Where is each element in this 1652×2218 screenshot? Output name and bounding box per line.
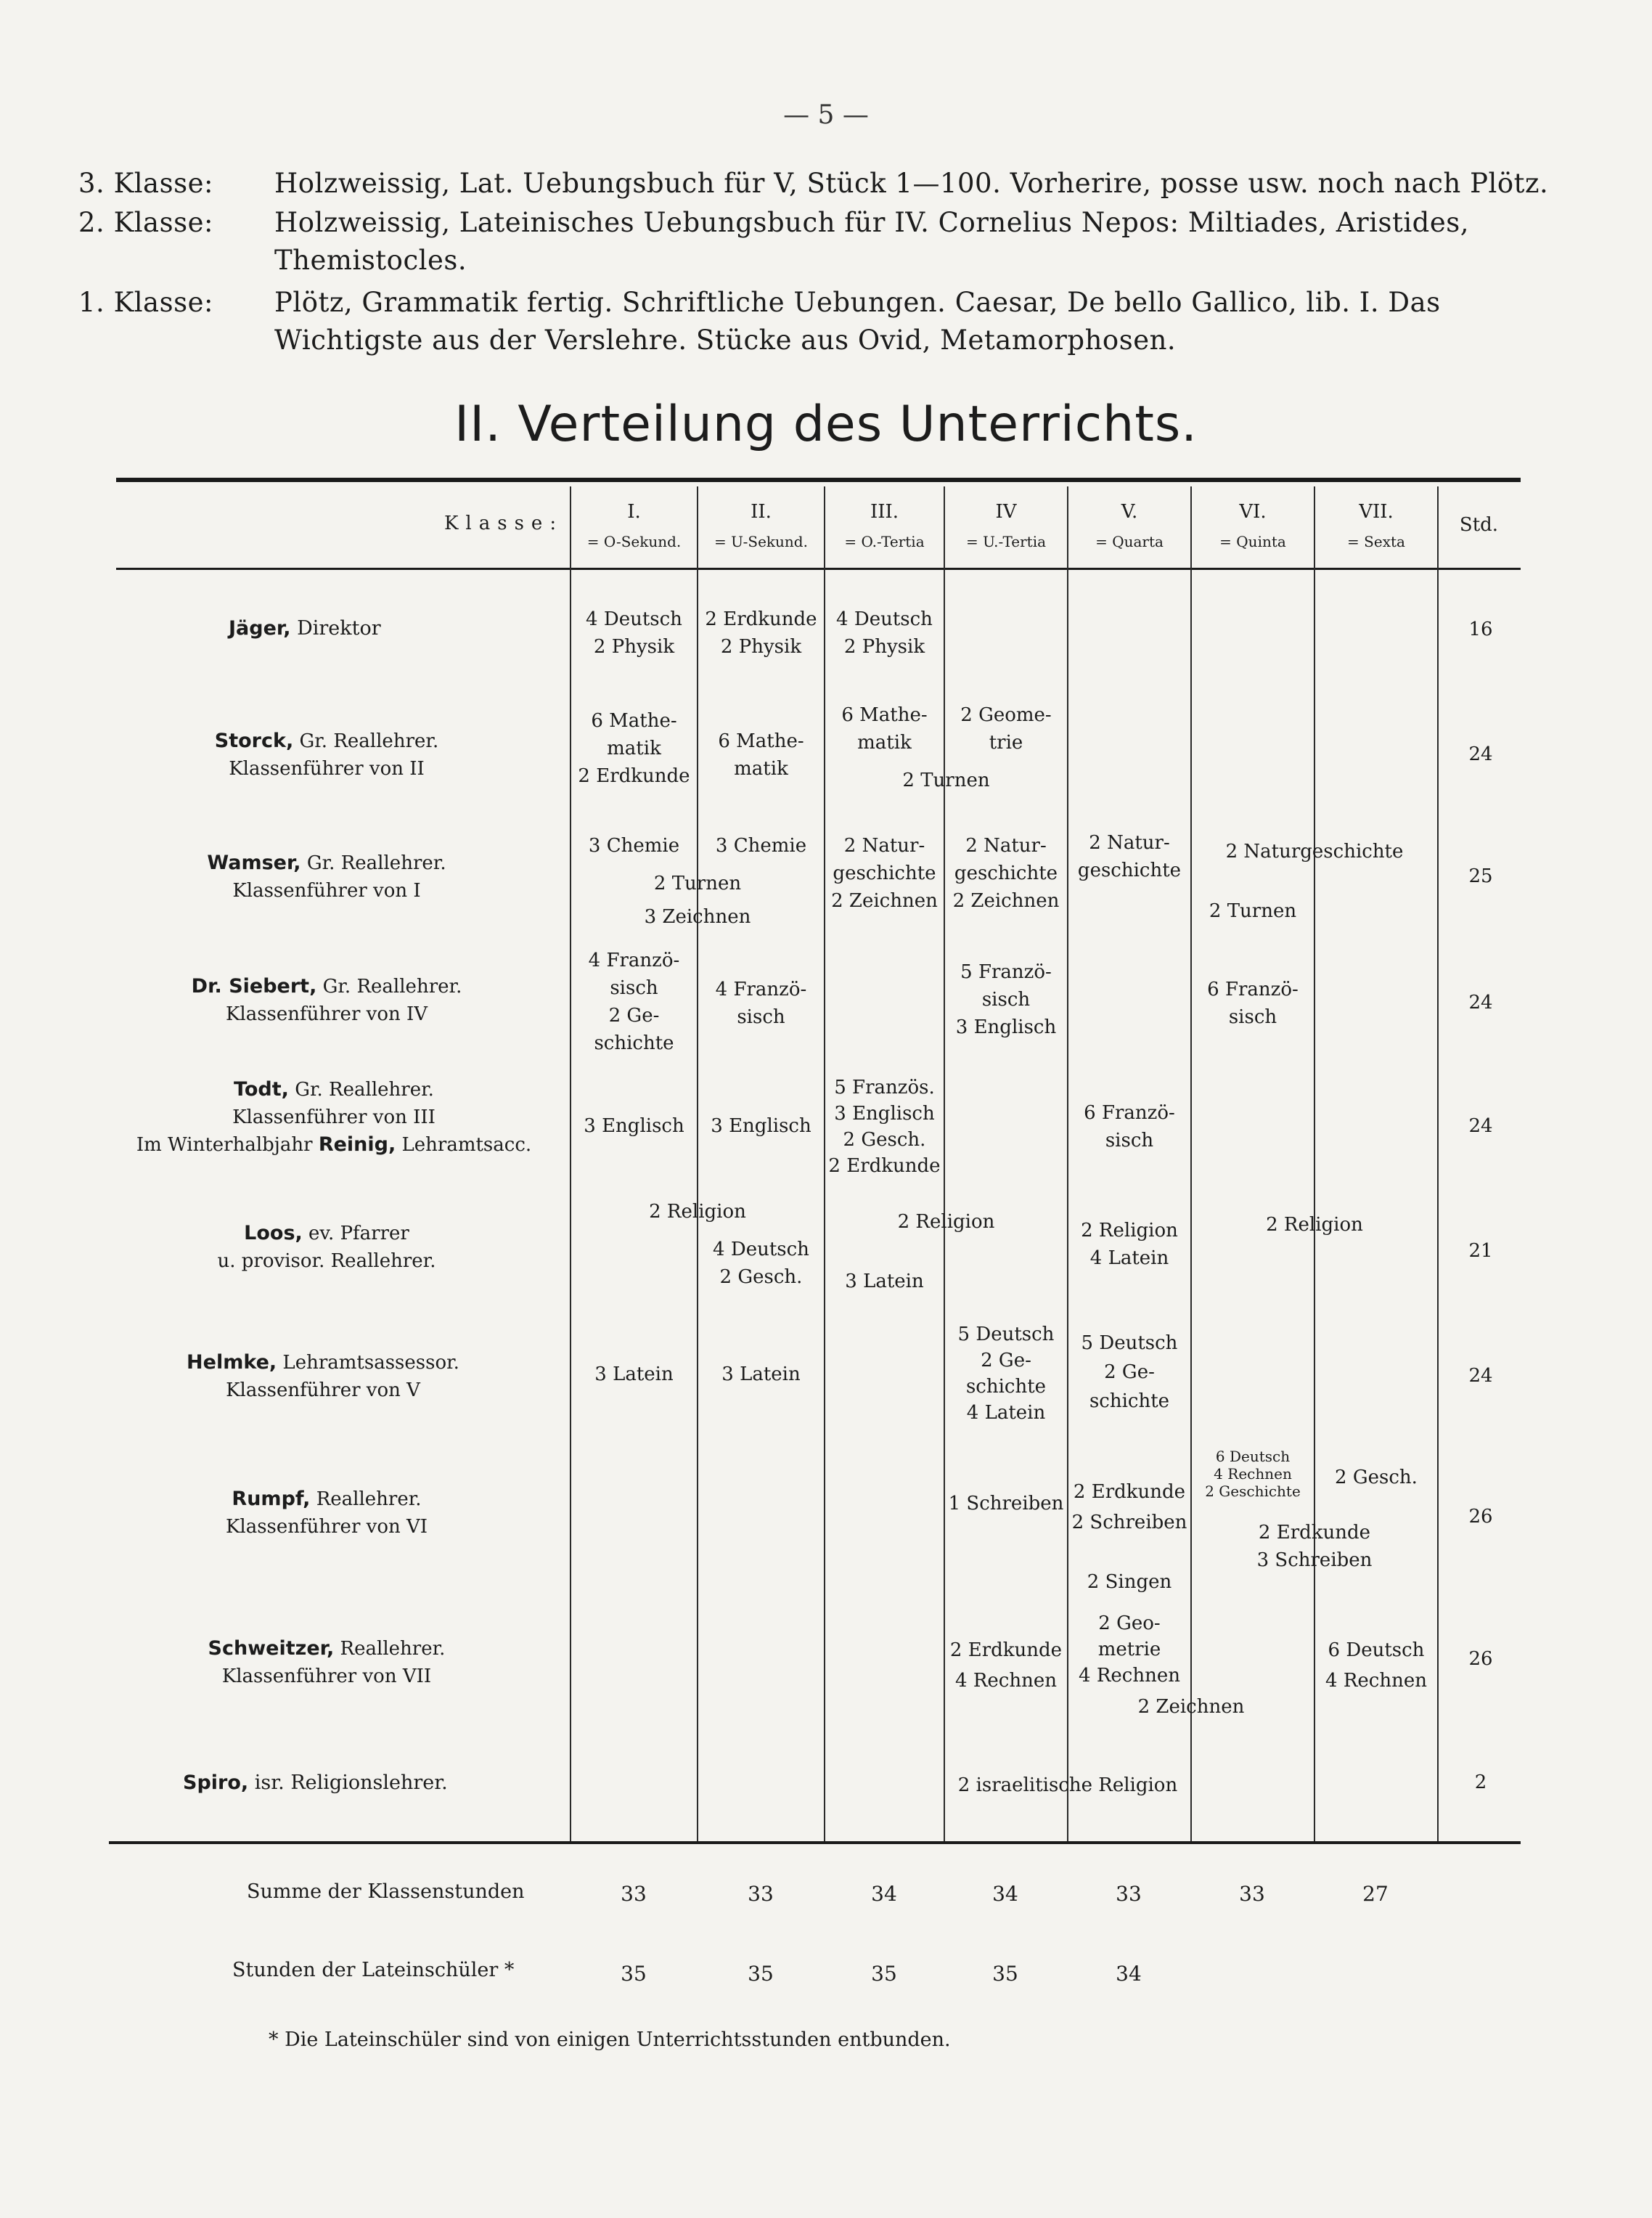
cell-siebert-1: 4 Franzö- sisch 2 Ge- schichte	[588, 950, 680, 1054]
header-col-7-sub: = Sexta	[1347, 533, 1405, 550]
teacher-row-siebert	[174, 973, 479, 1028]
teacher-role-2: Lehramtsacc.	[401, 1134, 532, 1156]
teacher-class: Klassenführer von IV	[225, 1003, 428, 1025]
cell-siebert-2: 4 Franzö- sisch	[715, 979, 807, 1028]
teacher-class: u. provisor. Reallehrer.	[217, 1250, 436, 1272]
intro-text-1-cont: Wichtigste aus der Verslehre. Stücke aus Ovid, Metamorphosen.	[274, 325, 1177, 356]
cell-helmke-2: 3 Latein	[721, 1363, 801, 1385]
cell-rumpf-5-singen: 2 Singen	[1087, 1571, 1172, 1593]
teacher-name-2: Reinig,	[318, 1133, 396, 1156]
footnote: * Die Lateinschüler sind von einigen Unterrichtsstunden entbunden.	[269, 2029, 951, 2051]
teacher-name: Schweitzer,	[208, 1637, 335, 1660]
cell-storck-2: 6 Mathe- matik	[718, 730, 804, 780]
teacher-name: Storck,	[214, 730, 294, 752]
sum-value: 33	[1116, 1882, 1142, 1906]
sum-value: 35	[748, 1962, 774, 1986]
teacher-row-storck	[174, 727, 479, 783]
teacher-row-loos	[145, 1220, 508, 1275]
teacher-role: Reallehrer.	[316, 1488, 422, 1510]
cell-storck-1: 6 Mathe- matik 2 Erdkunde	[578, 710, 690, 787]
cell-rumpf-7: 2 Gesch.	[1335, 1467, 1418, 1488]
cell-loos-3-4: 2 Religion	[897, 1211, 995, 1233]
header-col-1-sub: = O-Sekund.	[586, 533, 682, 550]
cell-wamser-1: 3 Chemie	[588, 835, 680, 857]
sum-value: 33	[1239, 1882, 1265, 1906]
std-helmke: 24	[1468, 1365, 1493, 1387]
header-col-2: II.	[751, 501, 772, 523]
teacher-class: Klassenführer von I	[232, 880, 421, 902]
intro-label-3: 3. Klasse:	[78, 168, 213, 199]
teacher-note: Im Winterhalbjahr	[136, 1134, 313, 1156]
cell-spiro-religion: 2 israelitische Religion	[957, 1774, 1178, 1796]
teacher-class: Klassenführer von VII	[221, 1665, 432, 1687]
sum-value: 34	[1116, 1962, 1142, 1986]
sum-value: 34	[992, 1882, 1018, 1906]
teacher-name: Todt,	[234, 1078, 289, 1101]
sum-value: 33	[621, 1882, 647, 1906]
teacher-row-spiro	[183, 1771, 448, 1794]
std-jaeger: 16	[1468, 619, 1493, 640]
teacher-role: isr. Religionslehrer.	[254, 1771, 448, 1794]
intro-text-1: Plötz, Grammatik fertig. Schriftliche Uebungen. Caesar, De bello Gallico, lib. I. Das	[274, 287, 1441, 318]
teacher-name: Dr. Siebert,	[191, 975, 317, 998]
page-number: — 5 —	[783, 100, 869, 130]
cell-jaeger-3: 4 Deutsch 2 Physik	[836, 608, 933, 658]
teacher-row-helmke	[160, 1349, 486, 1404]
teacher-name: Wamser,	[207, 852, 301, 874]
std-rumpf: 26	[1468, 1506, 1493, 1528]
teacher-role: Lehramtsassessor.	[282, 1352, 459, 1374]
col-divider-2	[697, 486, 698, 1841]
teacher-name: Rumpf,	[232, 1488, 311, 1510]
std-spiro: 2	[1474, 1771, 1487, 1793]
intro-text-3: Holzweissig, Lat. Uebungsbuch für V, Stück 1—100. Vorherire, posse usw. noch nach Plötz.	[274, 168, 1549, 199]
cell-todt-1: 3 Englisch	[584, 1115, 684, 1137]
teacher-row-schweitzer	[174, 1635, 479, 1690]
sum-label-klassenstunden: Summe der Klassenstunden	[247, 1880, 525, 1903]
header-col-5-sub: = Quarta	[1095, 533, 1164, 550]
header-col-6-sub: = Quinta	[1219, 533, 1286, 550]
header-col-3-sub: = O.-Tertia	[844, 533, 925, 550]
sum-value: 35	[992, 1962, 1018, 1986]
teacher-class: Klassenführer von II	[229, 758, 425, 780]
cell-wamser-2: 3 Chemie	[715, 835, 807, 857]
cell-wamser-1-2-turnen: 2 Turnen	[653, 873, 742, 894]
sum-value: 33	[748, 1882, 774, 1906]
cell-rumpf-5: 2 Erdkunde 2 Schreiben	[1071, 1481, 1187, 1533]
cell-todt-2: 3 Englisch	[711, 1115, 811, 1137]
teacher-role: ev. Pfarrer	[308, 1223, 409, 1244]
teacher-name: Loos,	[244, 1222, 303, 1244]
teacher-row-wamser	[174, 849, 479, 905]
col-divider-1	[570, 486, 571, 1841]
cell-schweitzer-5: 2 Geo- metrie 4 Rechnen	[1079, 1612, 1180, 1687]
cell-schweitzer-7: 6 Deutsch 4 Rechnen	[1325, 1639, 1427, 1692]
teacher-name: Spiro,	[183, 1771, 249, 1794]
std-loos: 21	[1468, 1240, 1493, 1262]
sum-value: 34	[871, 1882, 897, 1906]
std-storck: 24	[1468, 743, 1493, 765]
col-divider-6	[1190, 486, 1192, 1841]
cell-jaeger-1: 4 Deutsch 2 Physik	[586, 608, 682, 658]
cell-schweitzer-4: 2 Erdkunde 4 Rechnen	[949, 1639, 1063, 1692]
header-klasse: Klasse:	[444, 513, 564, 534]
std-todt: 24	[1468, 1115, 1493, 1137]
cell-wamser-1-2-zeichnen: 3 Zeichnen	[644, 906, 751, 928]
header-col-1: I.	[627, 501, 641, 523]
cell-todt-5: 6 Franzö- sisch	[1084, 1102, 1175, 1151]
cell-loos-1-2: 2 Religion	[649, 1201, 746, 1223]
cell-schweitzer-5-6: 2 Zeichnen	[1137, 1696, 1245, 1718]
cell-siebert-6: 6 Franzö- sisch	[1207, 979, 1299, 1028]
teacher-class: Klassenführer von III	[232, 1106, 436, 1128]
intro-text-2: Holzweissig, Lateinisches Uebungsbuch für IV. Cornelius Nepos: Miltiades, Aristides,	[274, 207, 1470, 238]
cell-storck-4: 2 Geome- trie	[960, 704, 1052, 754]
sum-label-lateinschueler: Stunden der Lateinschüler *	[232, 1959, 515, 1981]
teacher-row-rumpf	[174, 1485, 479, 1541]
cell-rumpf-6-7: 2 Erdkunde 3 Schreiben	[1256, 1522, 1373, 1571]
header-std: Std.	[1459, 514, 1499, 536]
sum-value: 27	[1362, 1882, 1389, 1906]
teacher-role: Gr. Reallehrer.	[306, 852, 446, 874]
col-divider-8	[1437, 486, 1439, 1841]
cell-siebert-4: 5 Franzö- sisch 3 Englisch	[955, 961, 1057, 1038]
teacher-class: Klassenführer von VI	[225, 1516, 428, 1538]
cell-jaeger-2: 2 Erdkunde 2 Physik	[705, 608, 817, 658]
header-col-7: VII.	[1359, 501, 1394, 523]
header-col-4: IV	[995, 501, 1017, 523]
teacher-row-todt	[109, 1076, 559, 1159]
cell-helmke-4: 5 Deutsch 2 Ge- schichte 4 Latein	[957, 1324, 1055, 1424]
cell-rumpf-6: 6 Deutsch 4 Rechnen 2 Geschichte	[1205, 1448, 1301, 1500]
teacher-role: Gr. Reallehrer.	[295, 1079, 434, 1101]
table-top-rule	[116, 478, 1521, 482]
header-col-2-sub: = U-Sekund.	[714, 533, 808, 550]
std-siebert: 24	[1468, 992, 1493, 1014]
header-col-6: VI.	[1239, 501, 1267, 523]
teacher-row-jaeger	[229, 617, 381, 640]
cell-storck-3: 6 Mathe- matik	[841, 704, 928, 754]
cell-storck-3-4: 2 Turnen	[902, 770, 990, 791]
cell-wamser-6-7: 2 Naturgeschichte	[1225, 841, 1404, 863]
teacher-name: Helmke,	[187, 1351, 277, 1374]
header-col-3: III.	[870, 501, 899, 523]
cell-loos-2: 4 Deutsch 2 Gesch.	[713, 1239, 809, 1288]
intro-label-2: 2. Klasse:	[78, 207, 213, 238]
teacher-role: Reallehrer.	[340, 1638, 446, 1660]
cell-loos-3: 3 Latein	[845, 1271, 924, 1292]
header-rule	[116, 568, 1521, 570]
cell-wamser-3: 2 Natur- geschichte 2 Zeichnen	[831, 835, 938, 912]
cell-helmke-5: 5 Deutsch 2 Ge- schichte	[1081, 1332, 1178, 1412]
std-schweitzer: 26	[1468, 1648, 1493, 1670]
teacher-role: Direktor	[297, 617, 381, 640]
sum-value: 35	[871, 1962, 897, 1986]
section-title: II. Verteilung des Unterrichts.	[454, 396, 1198, 453]
teacher-class: Klassenführer von V	[226, 1379, 420, 1401]
cell-wamser-5: 2 Natur- geschichte	[1077, 832, 1182, 881]
cell-loos-5: 2 Religion 4 Latein	[1081, 1220, 1178, 1269]
cell-rumpf-4: 1 Schreiben	[948, 1493, 1064, 1514]
cell-helmke-1: 3 Latein	[594, 1363, 674, 1385]
header-col-4-sub: = U.-Tertia	[965, 533, 1047, 550]
teacher-name: Jäger,	[229, 617, 291, 640]
cell-loos-6-7: 2 Religion	[1266, 1214, 1363, 1236]
teacher-role: Gr. Reallehrer.	[322, 976, 462, 998]
header-col-5: V.	[1121, 501, 1138, 523]
sum-rule	[109, 1841, 1521, 1844]
sum-value: 35	[621, 1962, 647, 1986]
intro-text-2-cont: Themistocles.	[274, 245, 467, 276]
teacher-role: Gr. Reallehrer.	[299, 730, 439, 752]
cell-wamser-6: 2 Turnen	[1209, 900, 1297, 922]
std-wamser: 25	[1468, 865, 1493, 887]
cell-todt-3: 5 Französ. 3 Englisch 2 Gesch. 2 Erdkunde	[828, 1077, 941, 1177]
intro-label-1: 1. Klasse:	[78, 287, 213, 318]
cell-wamser-4: 2 Natur- geschichte 2 Zeichnen	[952, 835, 1060, 912]
